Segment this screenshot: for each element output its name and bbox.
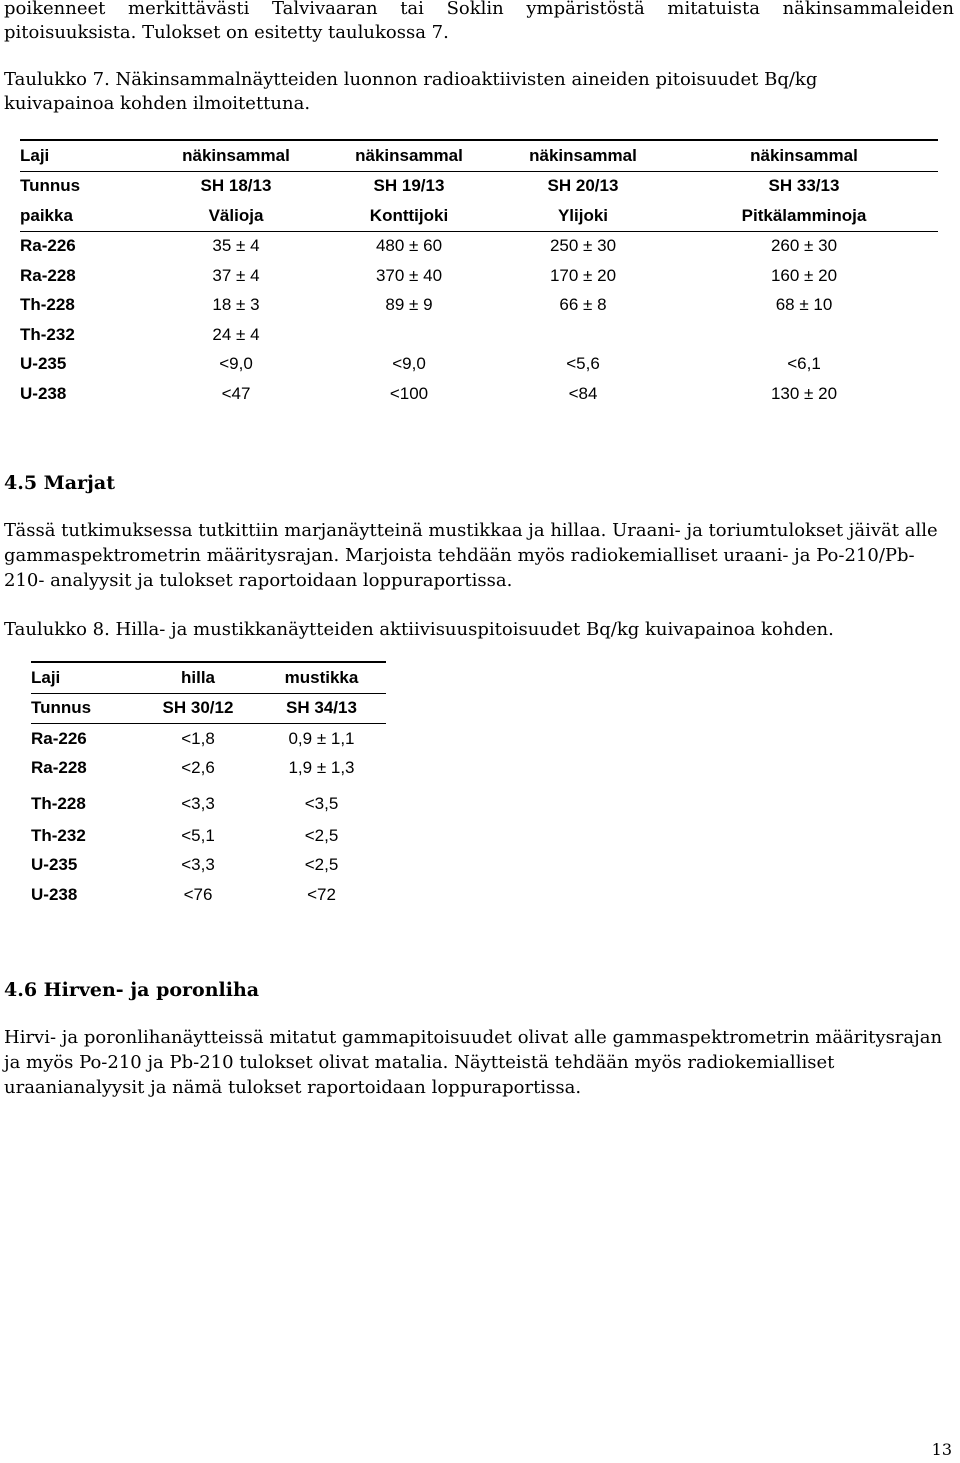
section-46-line-2: ja myös Po-210 ja Pb-210 tulokset olivat matalia. Näytteistä tehdään myös radiokemialliset	[4, 1052, 835, 1073]
table7-cell: <5,6	[566, 354, 600, 374]
table7-header-cell: paikka	[20, 201, 150, 231]
intro-line-1: poikenneet merkittävästi Talvivaaran tai Soklin ympäristöstä mitatuista näkinsammaleiden	[4, 0, 954, 19]
table7-header-row	[20, 171, 938, 201]
intro-line-2: pitoisuuksista. Tulokset on esitetty taulukossa 7.	[4, 22, 449, 43]
table7-cell: 160 ± 20	[770, 265, 838, 285]
table8-cell: <2,5	[304, 855, 339, 875]
table7-cell: 370 ± 40	[375, 265, 443, 285]
table-row	[31, 851, 386, 881]
table8-row-label: Ra-228	[31, 758, 87, 778]
table7-cell: 260 ± 30	[770, 236, 838, 256]
table7-header-cell: SH 20/13	[547, 176, 619, 196]
table7-header-cell: Konttijoki	[322, 201, 496, 231]
table7-caption-line-2: kuivapainoa kohden ilmoitettuna.	[4, 93, 311, 114]
table7-cell: 18 ± 3	[212, 295, 260, 315]
section-45-heading: 4.5 Marjat	[4, 472, 115, 494]
table7-cell: <47	[221, 383, 251, 403]
table7-row-label: U-235	[20, 354, 67, 374]
section-45-line-2: gammaspektrometrin määritysrajan. Marjoista tehdään myös radiokemialliset uraani- ja Po-210/Pb-	[4, 545, 915, 566]
table7-cell: 35 ± 4	[212, 236, 260, 256]
table7-cell: 89 ± 9	[385, 295, 433, 315]
table7-row-label: Ra-226	[20, 236, 76, 256]
table8-cell: <72	[307, 884, 336, 904]
table7-header-cell: Laji	[20, 140, 150, 171]
table-row	[20, 320, 938, 350]
section-46-line-1: Hirvi- ja poronlihanäytteissä mitatut gammapitoisuudet olivat alle gammaspektrometrin määritysrajan	[4, 1027, 943, 1048]
table8-header-cell: mustikka	[257, 662, 386, 693]
table7-cell: <84	[568, 383, 598, 403]
table8-header-cell: Laji	[31, 662, 139, 693]
table7-cell: <100	[389, 383, 429, 403]
table7-row-label: U-238	[20, 383, 67, 403]
table7-cell: <9,0	[392, 354, 426, 374]
section-45-line-1: Tässä tutkimuksessa tutkittiin marjanäytteinä mustikkaa ja hillaa. Uraani- ja toriumtulokset jäivät alle	[4, 520, 938, 541]
table7-cell: 250 ± 30	[549, 236, 617, 256]
table8-header-cell: SH 34/13	[257, 693, 386, 724]
table8-header-row	[31, 662, 386, 693]
table7-header-cell: Pitkälamminoja	[670, 201, 938, 231]
table7-cell: 66 ± 8	[559, 295, 607, 315]
table8-row-label: Th-228	[31, 794, 86, 813]
table8-cell: 1,9 ± 1,3	[288, 758, 355, 778]
table7-header-cell: SH 18/13	[200, 176, 272, 196]
table8-row-label: U-235	[31, 855, 78, 875]
table7-row-label: Ra-228	[20, 265, 76, 285]
table7-cell	[322, 320, 496, 350]
table-row	[31, 783, 386, 821]
table7-header-cell: Tunnus	[20, 176, 81, 196]
table7-header-cell: SH 19/13	[373, 176, 445, 196]
table8-cell: <3,3	[181, 855, 215, 875]
table-row	[20, 261, 938, 291]
table-row	[31, 821, 386, 851]
table7-cell	[670, 320, 938, 350]
table7-cell: <9,0	[219, 354, 253, 374]
section-46-heading: 4.6 Hirven- ja poronliha	[4, 979, 260, 1001]
table8-cell: <5,1	[181, 825, 215, 845]
table8-cell: 0,9 ± 1,1	[288, 728, 355, 748]
table7-header-cell: näkinsammal	[670, 140, 938, 171]
table8-cell: <1,8	[181, 728, 215, 748]
page-number: 13	[931, 1440, 952, 1459]
table-row	[31, 724, 386, 754]
table8-row-label: U-238	[31, 884, 78, 904]
table-row	[20, 231, 938, 261]
table7-header-cell: näkinsammal	[150, 140, 322, 171]
table8-header-row	[31, 693, 386, 724]
table8-cell: <2,5	[304, 825, 339, 845]
table-row	[31, 880, 386, 910]
table8-header-cell: SH 30/12	[139, 693, 257, 724]
table7-header-row	[20, 201, 938, 231]
table7-cell: 130 ± 20	[770, 383, 838, 403]
table7-header-cell: Välioja	[150, 201, 322, 231]
table8-row-label: Th-232	[31, 825, 86, 845]
table7-cell: 68 ± 10	[775, 295, 833, 315]
table-row	[20, 379, 938, 409]
table7-cell: 37 ± 4	[212, 265, 260, 285]
table7	[20, 139, 938, 409]
table8-cell: <3,5	[304, 794, 339, 813]
table8-header-cell: hilla	[139, 662, 257, 693]
table7-header-cell: SH 33/13	[768, 176, 840, 196]
table8-caption: Taulukko 8. Hilla- ja mustikkanäytteiden aktiivisuuspitoisuudet Bq/kg kuivapainoa kohden.	[4, 619, 834, 640]
table7-caption-line-1: Taulukko 7. Näkinsammalnäytteiden luonnon radioaktiivisten aineiden pitoisuudet Bq/kg	[4, 69, 818, 90]
section-46-line-3: uraanianalyysit ja nämä tulokset raportoidaan loppuraportissa.	[4, 1077, 582, 1098]
table7-header-cell: Ylijoki	[496, 201, 670, 231]
table7-cell: 24 ± 4	[212, 324, 260, 344]
table8-row-label: Ra-226	[31, 728, 87, 748]
table-row	[31, 754, 386, 784]
table8-cell: <3,3	[181, 794, 215, 813]
table7-cell: <6,1	[787, 354, 821, 374]
table7-header-row	[20, 140, 938, 171]
table-row	[20, 350, 938, 380]
table8-header-cell: Tunnus	[31, 693, 139, 724]
section-45-line-3: 210- analyysit ja tulokset raportoidaan loppuraportissa.	[4, 570, 513, 591]
table7-header-cell: näkinsammal	[496, 140, 670, 171]
table8	[31, 661, 386, 910]
table7-row-label: Th-232	[20, 324, 75, 344]
table7-cell	[496, 320, 670, 350]
table8-cell: <2,6	[181, 758, 215, 778]
table7-header-cell: näkinsammal	[322, 140, 496, 171]
table-row	[20, 291, 938, 321]
table7-cell: 170 ± 20	[549, 265, 617, 285]
table8-cell: <76	[183, 884, 213, 904]
table7-row-label: Th-228	[20, 295, 75, 315]
table7-cell: 480 ± 60	[375, 236, 443, 256]
